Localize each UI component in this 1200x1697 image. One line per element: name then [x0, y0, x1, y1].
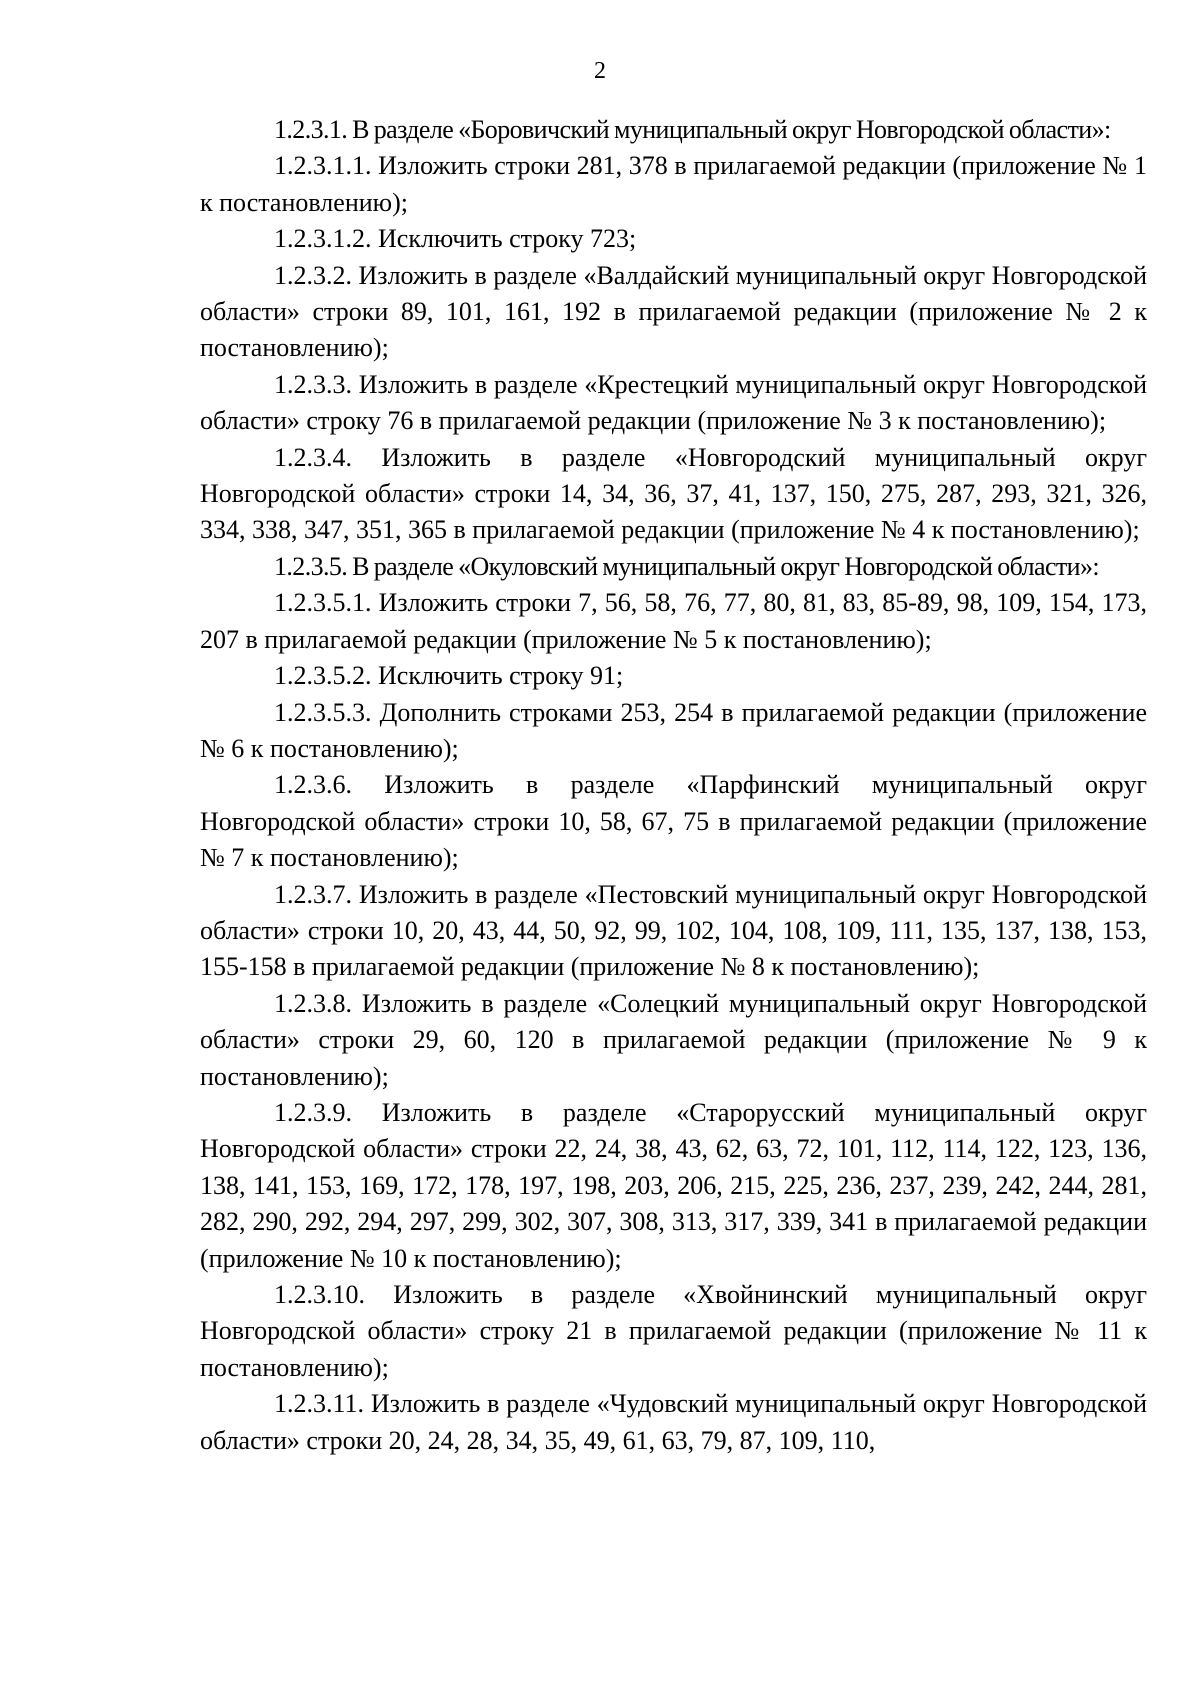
- paragraph-1-2-3-5-3: 1.2.3.5.3. Дополнить строками 253, 254 в прилагаемой редакции (приложение № 6 к постановлению);: [200, 697, 1147, 763]
- paragraph-1-2-3-4: 1.2.3.4. Изложить в разделе «Новгородский муниципальный округ Новгородской области» строки 14, 34, 36, 37, 41, 137, 150, 275, 287, 293, 321, 326, 334, 338, 347, 351, 365 в прилагаемой редакции (приложение № 4 к постановлению);: [200, 442, 1147, 545]
- paragraph-1-2-3-2: 1.2.3.2. Изложить в разделе «Валдайский муниципальный округ Новгородской области» строки 89, 101, 161, 192 в прилагаемой редакции (приложение № 2 к постановлению);: [200, 260, 1147, 363]
- paragraph-1-2-3-1: 1.2.3.1. В разделе «Боровичский муниципальный округ Новгородской области»:: [274, 115, 1111, 144]
- paragraph-1-2-3-5-2: 1.2.3.5.2. Исключить строку 91;: [274, 661, 624, 691]
- paragraph-1-2-3-1-2: 1.2.3.1.2. Исключить строку 723;: [274, 224, 637, 254]
- paragraph-1-2-3-8: 1.2.3.8. Изложить в разделе «Солецкий муниципальный округ Новгородской области» строки 29, 60, 120 в прилагаемой редакции (приложение № 9 к постановлению);: [200, 988, 1147, 1091]
- paragraph-1-2-3-11: 1.2.3.11. Изложить в разделе «Чудовский муниципальный округ Новгородской области» строки 20, 24, 28, 34, 35, 49, 61, 63, 79, 87, 109, 110,: [200, 1389, 1147, 1455]
- paragraph-1-2-3-6: 1.2.3.6. Изложить в разделе «Парфинский муниципальный округ Новгородской области» строки 10, 58, 67, 75 в прилагаемой редакции (приложение № 7 к постановлению);: [200, 770, 1147, 873]
- document-body: [200, 112, 1147, 1459]
- paragraph-1-2-3-1-1: 1.2.3.1.1. Изложить строки 281, 378 в прилагаемой редакции (приложение № 1 к постановлению);: [200, 151, 1147, 217]
- paragraph-1-2-3-9: 1.2.3.9. Изложить в разделе «Старорусский муниципальный округ Новгородской области» строки 22, 24, 38, 43, 62, 63, 72, 101, 112, 114, 122, 123, 136, 138, 141, 153, 169, 172, 178, 197, 198, 203, 206, 215, 225, 236, 237, 239, 242, 244, 281, 282, 290, 292, 294, 297, 299, 302, 307, 308, 313, 317, 339, 341 в прилагаемой редакции (приложение № 10 к постановлению);: [200, 1097, 1147, 1273]
- paragraph-1-2-3-5-1: 1.2.3.5.1. Изложить строки 7, 56, 58, 76, 77, 80, 81, 83, 85-89, 98, 109, 154, 173, 207 в прилагаемой редакции (приложение № 5 к постановлению);: [200, 588, 1147, 654]
- paragraph-1-2-3-5: 1.2.3.5. В разделе «Окуловский муниципальный округ Новгородской области»:: [274, 551, 1099, 581]
- paragraph-1-2-3-3: 1.2.3.3. Изложить в разделе «Крестецкий муниципальный округ Новгородской области» строку 76 в прилагаемой редакции (приложение № 3 к постановлению);: [200, 369, 1147, 436]
- page-number: 2: [594, 58, 606, 84]
- paragraph-1-2-3-10: 1.2.3.10. Изложить в разделе «Хвойнинский муниципальный округ Новгородской области» строку 21 в прилагаемой редакции (приложение № 11 к постановлению);: [200, 1280, 1147, 1382]
- paragraph-1-2-3-7: 1.2.3.7. Изложить в разделе «Пестовский муниципальный округ Новгородской области» строки 10, 20, 43, 44, 50, 92, 99, 102, 104, 108, 109, 111, 135, 137, 138, 153, 155-158 в прилагаемой редакции (приложение № 8 к постановлению);: [200, 879, 1147, 982]
